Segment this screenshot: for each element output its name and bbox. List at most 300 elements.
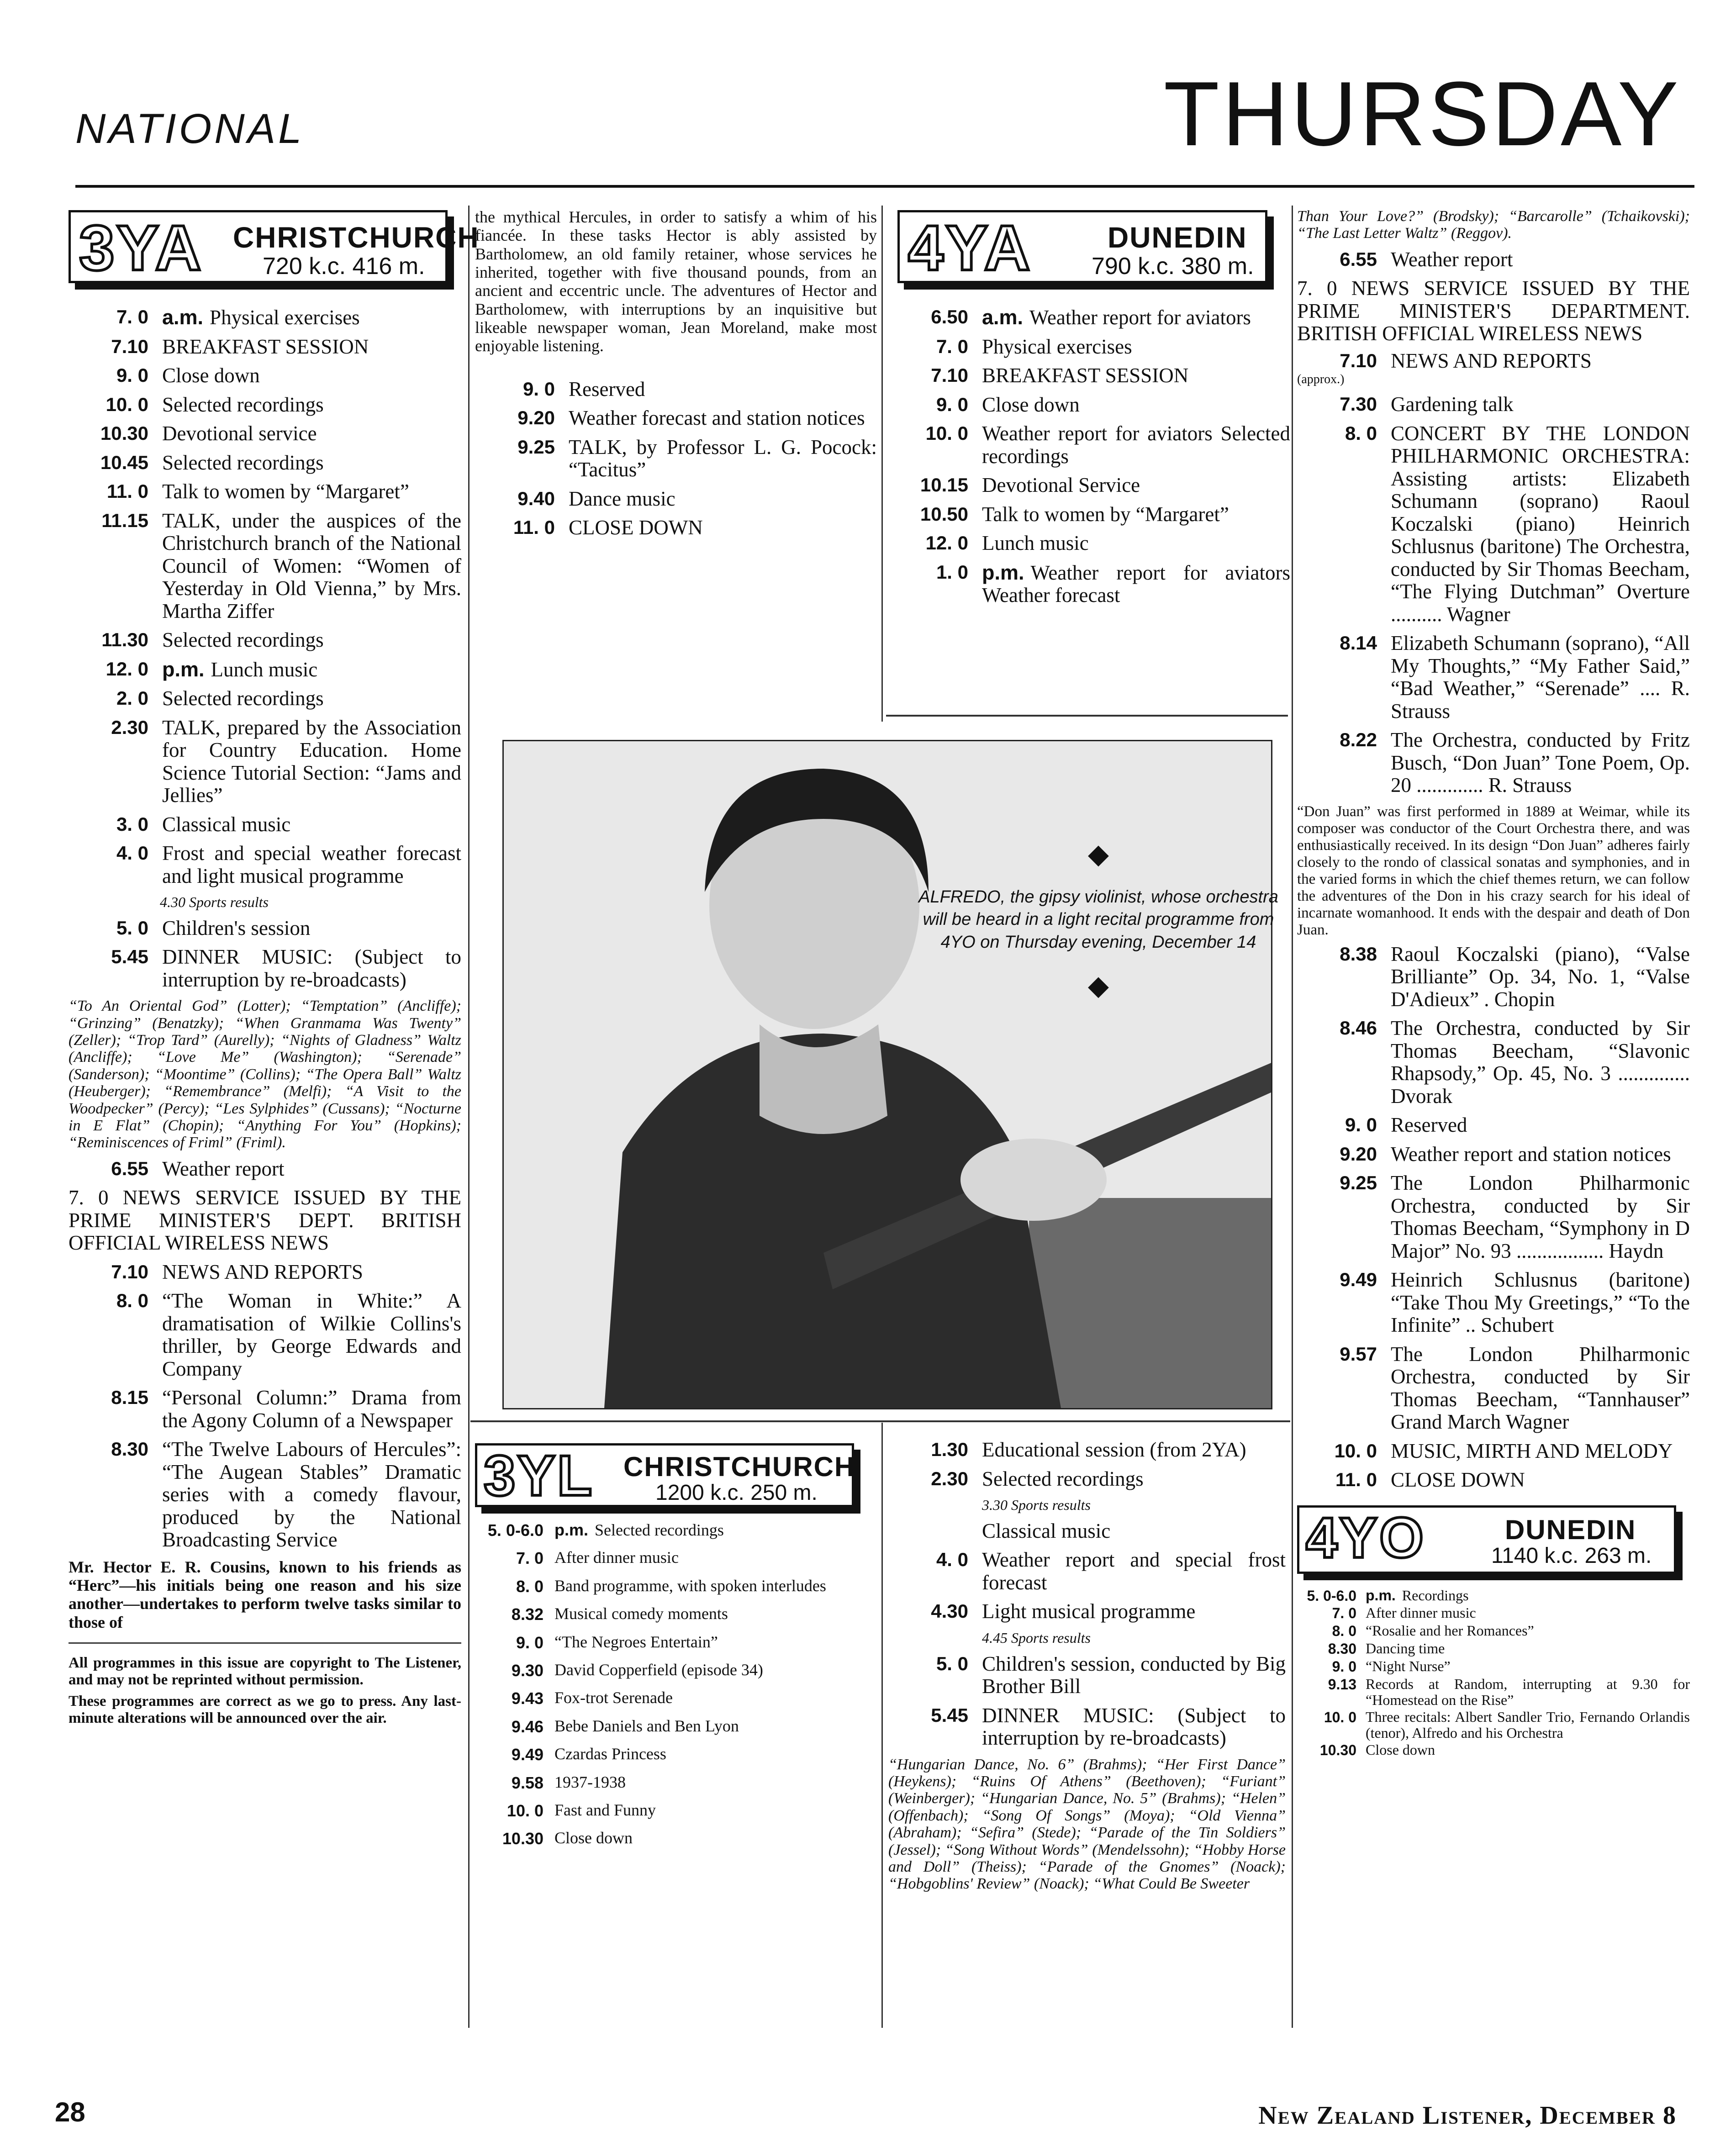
program-text: Weather report bbox=[162, 1157, 285, 1180]
program-description bbox=[1391, 1343, 1690, 1434]
program-entry bbox=[475, 1633, 877, 1652]
program-time: 7. 0 bbox=[936, 335, 968, 357]
program-description bbox=[982, 1549, 1286, 1594]
program-text: TALK, by Professor L. G. Pocock: “Tacitus” bbox=[569, 435, 877, 481]
program-time: 7.10 bbox=[931, 364, 968, 386]
program-time: 8. 0 bbox=[1332, 1623, 1356, 1640]
program-text: CLOSE DOWN bbox=[1391, 1468, 1525, 1492]
program-entry bbox=[888, 422, 1290, 468]
program-description bbox=[1391, 632, 1690, 723]
program-entry bbox=[69, 510, 461, 623]
program-entry bbox=[1297, 422, 1690, 626]
program-time: 8.22 bbox=[1340, 729, 1377, 751]
copyright-note: All programmes in this issue are copyright to The Listener, and may not be reprinted without permission. bbox=[69, 1655, 461, 1688]
station-frequency: 720 k.c. 416 m. bbox=[263, 253, 425, 280]
program-entry bbox=[888, 336, 1290, 359]
program-entry bbox=[1297, 393, 1690, 416]
program-list bbox=[1297, 393, 1690, 797]
program-description bbox=[1391, 1143, 1690, 1166]
program-description bbox=[569, 378, 877, 401]
program-entry bbox=[888, 474, 1290, 497]
program-description bbox=[982, 532, 1290, 555]
program-description bbox=[982, 1439, 1286, 1461]
program-time: 9.25 bbox=[517, 436, 555, 458]
program-description bbox=[1391, 1469, 1690, 1492]
program-text: DINNER MUSIC: (Subject to interruption by re-broadcasts) bbox=[982, 1704, 1286, 1750]
program-description bbox=[982, 474, 1290, 497]
program-time: 9. 0 bbox=[116, 364, 148, 386]
correction-note: These programmes are correct as we go to press. Any last-minute alterations will be announced over the air. bbox=[69, 1693, 461, 1726]
don-juan-note: “Don Juan” was first performed in 1889 at Weimar, while its composer was conductor of the Court Orchestra there, and was enthusiastically received. In its design “Don Juan” adheres fairly closely to the rondo of classical sonatas and symphonies, and in the varied forms in which the chief themes return, we can follow the adventures of the Don in his crazy search for his ideal of incarnate womanhood. It ends with the despair and death of Don Juan. bbox=[1297, 803, 1690, 938]
program-entry bbox=[475, 1801, 877, 1820]
program-entry bbox=[69, 452, 461, 475]
program-entry bbox=[1297, 248, 1690, 271]
news-service: 7. 0 NEWS SERVICE ISSUED BY THE PRIME MINISTER'S DEPT. BRITISH OFFICIAL WIRELESS NEWS bbox=[69, 1186, 461, 1255]
program-description bbox=[982, 561, 1290, 607]
program-entry bbox=[69, 629, 461, 652]
program-entry bbox=[69, 394, 461, 417]
program-text: Close down bbox=[162, 364, 260, 387]
program-entry bbox=[69, 946, 461, 991]
program-entry bbox=[475, 436, 877, 481]
program-entry bbox=[1297, 1623, 1690, 1640]
program-text: Reserved bbox=[569, 377, 645, 401]
program-entry bbox=[1297, 1440, 1690, 1463]
program-description bbox=[162, 364, 461, 387]
program-entry bbox=[1297, 1343, 1690, 1434]
program-entry bbox=[1297, 729, 1690, 797]
program-time: 1.30 bbox=[931, 1439, 968, 1460]
program-time: 9.57 bbox=[1340, 1343, 1377, 1365]
program-entry bbox=[1297, 1469, 1690, 1492]
program-entry bbox=[475, 488, 877, 511]
program-description bbox=[162, 394, 461, 417]
program-entry bbox=[475, 1689, 877, 1708]
program-text: After dinner music bbox=[1366, 1604, 1476, 1621]
time-suffix: p.m. bbox=[982, 560, 1024, 584]
dinner-music-continued: Than Your Love?” (Brodsky); “Barcarolle” (Tchaikovski); “The Last Letter Waltz” (Reggov). bbox=[1297, 208, 1690, 242]
program-description bbox=[554, 1745, 877, 1763]
program-description bbox=[554, 1549, 877, 1567]
program-text: Weather report and special frost forecast bbox=[982, 1548, 1286, 1594]
program-description bbox=[554, 1633, 877, 1651]
sports-note: 4.30 Sports results bbox=[160, 894, 269, 910]
program-description bbox=[982, 336, 1290, 359]
program-entry bbox=[888, 364, 1290, 387]
program-description bbox=[982, 1653, 1286, 1698]
program-entry bbox=[69, 842, 461, 887]
program-time: 8.32 bbox=[511, 1605, 543, 1624]
program-description bbox=[162, 917, 461, 940]
program-entry bbox=[1297, 1676, 1690, 1708]
program-list bbox=[1297, 1588, 1690, 1759]
program-text: Educational session (from 2YA) bbox=[982, 1438, 1246, 1461]
program-description bbox=[1391, 1440, 1690, 1463]
program-time: 11.30 bbox=[101, 629, 148, 650]
program-time: 9.58 bbox=[511, 1773, 543, 1792]
program-time: 2.30 bbox=[931, 1467, 968, 1489]
program-time: 7.10 bbox=[111, 335, 148, 357]
program-time: 8.46 bbox=[1340, 1017, 1377, 1039]
program-entry bbox=[69, 717, 461, 807]
program-list bbox=[69, 1158, 461, 1181]
program-description bbox=[554, 1577, 877, 1595]
program-time: 9.25 bbox=[1340, 1172, 1377, 1194]
program-entry bbox=[69, 1290, 461, 1380]
program-description bbox=[1366, 1623, 1690, 1639]
program-entry bbox=[1297, 1114, 1690, 1137]
program-time: 8. 0 bbox=[116, 1290, 148, 1312]
program-time: 9. 0 bbox=[936, 393, 968, 415]
time-suffix: a.m. bbox=[162, 306, 204, 329]
program-description bbox=[982, 1468, 1286, 1491]
program-time: 4. 0 bbox=[116, 842, 148, 864]
program-description bbox=[1391, 422, 1690, 626]
program-time: 2. 0 bbox=[116, 687, 148, 709]
program-text: Weather report and station notices bbox=[1391, 1142, 1671, 1166]
program-entry bbox=[475, 1521, 877, 1540]
program-text: Devotional service bbox=[162, 422, 317, 445]
program-text: Selected recordings bbox=[982, 1467, 1144, 1490]
program-text: Talk to women by “Margaret” bbox=[162, 480, 409, 503]
hercules-note: Mr. Hector E. R. Cousins, known to his friends as “Herc”—his initials being one reason and his size another—undertakes to perform twelve tasks similar to those of bbox=[69, 1557, 461, 1631]
program-entry bbox=[69, 1261, 461, 1284]
program-description bbox=[1366, 1709, 1690, 1741]
program-time: 11. 0 bbox=[1335, 1469, 1377, 1491]
program-description bbox=[162, 480, 461, 503]
program-text: “The Woman in White:” A dramatisation of Wilkie Collins's thriller, by George Edwards and Company bbox=[162, 1289, 461, 1380]
program-entry bbox=[69, 1387, 461, 1432]
program-list bbox=[888, 306, 1290, 607]
program-text: Frost and special weather forecast and light musical programme bbox=[162, 842, 461, 887]
program-entry bbox=[69, 480, 461, 503]
station-frequency: 1140 k.c. 263 m. bbox=[1491, 1543, 1652, 1568]
program-text: Dance music bbox=[569, 487, 675, 510]
program-description bbox=[1391, 1269, 1690, 1337]
program-text: “Personal Column:” Drama from the Agony Column of a Newspaper bbox=[162, 1386, 461, 1432]
program-description bbox=[569, 488, 877, 511]
program-entry bbox=[475, 1829, 877, 1848]
program-entry bbox=[69, 813, 461, 836]
program-entry bbox=[1297, 1017, 1690, 1108]
program-description bbox=[1391, 1172, 1690, 1262]
program-entry bbox=[475, 517, 877, 539]
program-text: Band programme, with spoken interludes bbox=[554, 1576, 826, 1595]
program-time: 8.15 bbox=[111, 1387, 148, 1409]
time-suffix: a.m. bbox=[982, 306, 1024, 329]
program-entry bbox=[888, 503, 1290, 526]
station-frequency: 790 k.c. 380 m. bbox=[1092, 253, 1254, 280]
publication-footer: New Zealand Listener, December 8 bbox=[1258, 2101, 1677, 2130]
program-text: CLOSE DOWN bbox=[569, 516, 703, 539]
program-time: 3. 0 bbox=[116, 813, 148, 835]
program-text: The Orchestra, conducted by Sir Thomas Beecham, “Slavonic Rhapsody,” Op. 45, No. 3 .............. Dvorak bbox=[1391, 1017, 1690, 1108]
program-text: Close down bbox=[982, 393, 1080, 416]
program-text: Classical music bbox=[982, 1519, 1111, 1542]
program-description bbox=[1366, 1742, 1690, 1758]
program-text: Raoul Koczalski (piano), “Valse Brilliante” Op. 34, No. 1, “Valse D'Adieux” . Chopin bbox=[1391, 942, 1690, 1011]
program-description bbox=[1391, 1017, 1690, 1108]
program-description bbox=[554, 1829, 877, 1847]
approx-note: (approx.) bbox=[1297, 372, 1345, 387]
column-4ya-continued bbox=[888, 1439, 1286, 1899]
program-description bbox=[1366, 1605, 1690, 1621]
program-description bbox=[554, 1521, 877, 1540]
diamond-ornament: ◆ bbox=[1087, 839, 1109, 869]
program-entry bbox=[1297, 1605, 1690, 1622]
program-description bbox=[1366, 1641, 1690, 1657]
column-4ya bbox=[888, 210, 1290, 613]
station-city: DUNEDIN bbox=[1108, 221, 1247, 254]
dinner-music-list: “To An Oriental God” (Lotter); “Temptation” (Ancliffe); “Grinzing” (Benatzky); “When Granmama Was Twenty” (Zeller); “Trop Tard” (Aurelly); “Nights of Gladness” Waltz (Ancliffe); “Love Me” (Washington); “Serenade” (Sanderson); “Moontime” (Collins); “The Opera Ball” Waltz (Heuberger); “Remembrance” (Melfi); “A Visit to the Woodpecker” (Percy); “Les Sylphides” (Cussans); “Nocturne in E Flat” (Chopin); “Anything For You” (Hopkins); “Reminiscences of Friml” (Friml). bbox=[69, 997, 461, 1151]
program-entry bbox=[69, 1158, 461, 1181]
program-list bbox=[475, 378, 877, 539]
program-entry bbox=[475, 378, 877, 401]
program-text: Three recitals: Albert Sandler Trio, Fernando Orlandis (tenor), Alfredo and his Orchestra bbox=[1366, 1708, 1690, 1741]
station-frequency: 1200 k.c. 250 m. bbox=[655, 1481, 818, 1505]
column-divider bbox=[881, 1423, 883, 2028]
program-entry bbox=[888, 306, 1290, 329]
program-text: The London Philharmonic Orchestra, conducted by Sir Thomas Beecham, “Symphony in D Major” No. 93 ................. Haydn bbox=[1391, 1171, 1690, 1262]
program-time: 8.38 bbox=[1340, 943, 1377, 965]
program-text: Light musical programme bbox=[982, 1600, 1196, 1623]
program-text: Dancing time bbox=[1366, 1640, 1445, 1657]
program-entry bbox=[1297, 1658, 1690, 1675]
program-text: CONCERT BY THE LONDON PHILHARMONIC ORCHESTRA: Assisting artists: Elizabeth Schumann (soprano) Raoul Koczalski (piano) Heinrich Schlusnus (baritone) The Orchestra, conducted by Sir Thomas Beecham, “The Flying Dutchman” Overture .......... Wagner bbox=[1391, 422, 1690, 626]
program-description bbox=[554, 1801, 877, 1820]
program-time: 10. 0 bbox=[1324, 1709, 1356, 1725]
station-box-4ya bbox=[897, 210, 1267, 283]
program-time: 6.55 bbox=[1340, 248, 1377, 270]
program-entry bbox=[1297, 1641, 1690, 1657]
program-description bbox=[569, 436, 877, 481]
station-city: DUNEDIN bbox=[1505, 1514, 1636, 1545]
program-list bbox=[888, 1653, 1286, 1750]
program-entry bbox=[1297, 1143, 1690, 1166]
header-rule bbox=[75, 185, 1694, 188]
program-list bbox=[888, 1439, 1286, 1490]
divider bbox=[69, 1642, 461, 1644]
program-text: Close down bbox=[554, 1829, 633, 1847]
program-description bbox=[162, 1261, 461, 1284]
program-entry bbox=[888, 1653, 1286, 1698]
program-time: 9.46 bbox=[511, 1717, 543, 1736]
program-list bbox=[1297, 943, 1690, 1492]
program-text: Weather report for aviators Weather forecast bbox=[982, 561, 1290, 607]
program-entry bbox=[1297, 1742, 1690, 1759]
diamond-ornament: ◆ bbox=[1087, 970, 1109, 1001]
callsign: 4YA bbox=[908, 212, 1032, 284]
time-suffix: p.m. bbox=[1366, 1587, 1396, 1604]
program-description bbox=[162, 842, 461, 887]
program-time: 12. 0 bbox=[106, 658, 148, 680]
program-text: Selected recordings bbox=[162, 451, 324, 474]
program-time: 6.55 bbox=[111, 1157, 148, 1179]
program-description bbox=[554, 1605, 877, 1623]
column-3yl bbox=[475, 1443, 877, 1857]
program-description bbox=[1366, 1676, 1690, 1708]
program-time: 9.20 bbox=[517, 407, 555, 428]
program-time: 10.50 bbox=[920, 503, 968, 525]
program-time: 2.30 bbox=[111, 716, 148, 738]
program-entry bbox=[888, 394, 1290, 417]
callsign: 3YA bbox=[79, 212, 203, 284]
program-text: Lunch music bbox=[982, 532, 1089, 554]
program-time: 8.30 bbox=[1328, 1640, 1356, 1657]
program-time: 9. 0 bbox=[522, 378, 555, 400]
program-description bbox=[162, 422, 461, 445]
program-text: “Night Nurse” bbox=[1366, 1657, 1451, 1674]
program-list bbox=[69, 306, 461, 887]
program-text: Elizabeth Schumann (soprano), “All My Thoughts,” “My Father Said,” “Bad Weather,” “Serenade” .... R. Strauss bbox=[1391, 632, 1690, 723]
program-description bbox=[982, 1600, 1286, 1623]
program-text: Musical comedy moments bbox=[554, 1604, 728, 1623]
program-list bbox=[475, 1521, 877, 1848]
program-entry bbox=[475, 1661, 877, 1680]
program-text: Close down bbox=[1366, 1741, 1435, 1758]
program-time: 7.30 bbox=[1340, 393, 1377, 415]
program-time: 8.14 bbox=[1340, 632, 1377, 654]
program-entry bbox=[475, 1605, 877, 1624]
program-time: 5. 0-6.0 bbox=[1307, 1587, 1356, 1604]
program-entry bbox=[69, 1438, 461, 1551]
program-time: 10. 0 bbox=[1334, 1440, 1377, 1461]
program-time: 9.40 bbox=[517, 487, 555, 509]
program-time: 5.45 bbox=[111, 946, 148, 968]
program-text: BREAKFAST SESSION bbox=[162, 335, 369, 358]
section-label: NATIONAL bbox=[75, 106, 305, 152]
program-description bbox=[1391, 393, 1690, 416]
program-text: “Rosalie and her Romances” bbox=[1366, 1622, 1534, 1639]
program-description bbox=[569, 407, 877, 430]
program-time: 7.10 bbox=[111, 1261, 148, 1282]
program-time: 9.20 bbox=[1340, 1143, 1377, 1165]
program-text: Devotional Service bbox=[982, 474, 1140, 496]
program-description bbox=[162, 813, 461, 836]
section-rule bbox=[886, 715, 1288, 717]
page-number: 28 bbox=[55, 2097, 85, 2127]
program-text: BREAKFAST SESSION bbox=[982, 364, 1189, 387]
program-description bbox=[982, 306, 1290, 329]
program-entry bbox=[888, 1468, 1286, 1491]
program-entry bbox=[475, 407, 877, 430]
program-time: 1. 0 bbox=[936, 561, 968, 583]
callsign: 3YL bbox=[484, 1444, 594, 1508]
program-text: Physical exercises bbox=[210, 306, 360, 329]
column-3ya bbox=[69, 210, 480, 1731]
program-text: Gardening talk bbox=[1391, 393, 1514, 416]
program-description bbox=[982, 1704, 1286, 1750]
program-time: 7. 0 bbox=[1332, 1605, 1356, 1622]
program-description bbox=[162, 717, 461, 807]
program-time: 5. 0 bbox=[936, 1652, 968, 1674]
program-time: 10.15 bbox=[920, 474, 968, 496]
program-entry bbox=[1297, 1269, 1690, 1337]
program-text: The London Philharmonic Orchestra, conducted by Sir Thomas Beecham, “Tannhauser” Grand March Wagner bbox=[1391, 1342, 1690, 1434]
program-entry bbox=[69, 687, 461, 710]
program-time: 10. 0 bbox=[106, 393, 148, 415]
program-time: 8. 0 bbox=[516, 1577, 543, 1596]
program-text: Heinrich Schlusnus (baritone) “Take Thou My Greetings,” “To the Infinite” .. Schubert bbox=[1391, 1268, 1690, 1337]
callsign: 4YO bbox=[1306, 1506, 1426, 1570]
program-time: 11.15 bbox=[101, 509, 148, 531]
program-time: 5. 0 bbox=[116, 917, 148, 939]
program-text: Reserved bbox=[1391, 1113, 1467, 1137]
program-time: 5.45 bbox=[931, 1704, 968, 1726]
program-time: 7. 0 bbox=[516, 1549, 543, 1568]
program-time: 10. 0 bbox=[925, 422, 968, 444]
station-city: CHRISTCHURCH bbox=[233, 221, 480, 254]
program-text: TALK, prepared by the Association for Country Education. Home Science Tutorial Section: “Jams and Jellies” bbox=[162, 716, 461, 807]
program-entry bbox=[475, 1577, 877, 1596]
program-description bbox=[982, 422, 1290, 468]
station-box-3ya bbox=[69, 210, 480, 284]
program-description bbox=[982, 364, 1290, 387]
program-text: Records at Random, interrupting at 9.30 for “Homestead on the Rise” bbox=[1366, 1675, 1690, 1708]
program-text: Selected recordings bbox=[162, 687, 324, 710]
program-list bbox=[69, 917, 461, 992]
program-entry bbox=[69, 306, 461, 329]
program-text: Selected recordings bbox=[162, 393, 324, 416]
program-text: Children's session, conducted by Big Brother Bill bbox=[982, 1652, 1286, 1698]
program-text: Weather forecast and station notices bbox=[569, 406, 865, 429]
program-time: 5. 0-6.0 bbox=[487, 1521, 543, 1540]
program-entry bbox=[888, 561, 1290, 607]
program-description bbox=[162, 1387, 461, 1432]
sports-note: 3.30 Sports results bbox=[982, 1497, 1091, 1513]
program-time: 9.49 bbox=[1340, 1269, 1377, 1291]
program-description bbox=[1391, 729, 1690, 797]
program-entry bbox=[888, 1439, 1286, 1461]
program-description bbox=[162, 1158, 461, 1181]
program-time: 11. 0 bbox=[513, 517, 555, 538]
program-time: 9.30 bbox=[511, 1661, 543, 1680]
program-description bbox=[162, 452, 461, 475]
program-description bbox=[162, 946, 461, 991]
program-description bbox=[554, 1689, 877, 1707]
column-divider bbox=[468, 206, 470, 2028]
program-description bbox=[162, 336, 461, 359]
program-entry bbox=[475, 1717, 877, 1736]
program-entry bbox=[1297, 1588, 1690, 1604]
program-time: 7.10 bbox=[1340, 349, 1377, 371]
program-description bbox=[569, 517, 877, 539]
program-time: 10.45 bbox=[100, 451, 148, 473]
program-description bbox=[1391, 943, 1690, 1011]
program-text: Talk to women by “Margaret” bbox=[982, 502, 1229, 526]
program-description bbox=[1366, 1658, 1690, 1674]
program-description bbox=[554, 1661, 877, 1679]
program-text: Bebe Daniels and Ben Lyon bbox=[554, 1716, 739, 1735]
column-divider bbox=[1292, 206, 1293, 2028]
program-entry bbox=[69, 364, 461, 387]
program-time: 9.13 bbox=[1328, 1676, 1356, 1693]
program-text: Czardas Princess bbox=[554, 1745, 666, 1763]
program-text: “The Twelve Labours of Hercules”: “The Augean Stables” Dramatic series with a comedy flavour, produced by the National Broadcasting Service bbox=[162, 1438, 461, 1551]
program-description bbox=[162, 510, 461, 623]
time-suffix: p.m. bbox=[162, 657, 205, 681]
program-entry bbox=[888, 1549, 1286, 1594]
program-text: Recordings bbox=[1402, 1587, 1469, 1604]
program-time: 4.30 bbox=[931, 1600, 968, 1622]
day-heading: THURSDAY bbox=[1163, 63, 1681, 165]
photo-caption bbox=[918, 840, 1279, 999]
program-time: 11. 0 bbox=[106, 480, 148, 502]
program-description bbox=[162, 629, 461, 652]
program-time: 8.30 bbox=[111, 1438, 148, 1460]
caption-text: ALFREDO, the gipsy violinist, whose orchestra will be heard in a light recital programme from 4YO on Thursday evening, December 14 bbox=[918, 887, 1278, 952]
program-entry bbox=[475, 1745, 877, 1764]
